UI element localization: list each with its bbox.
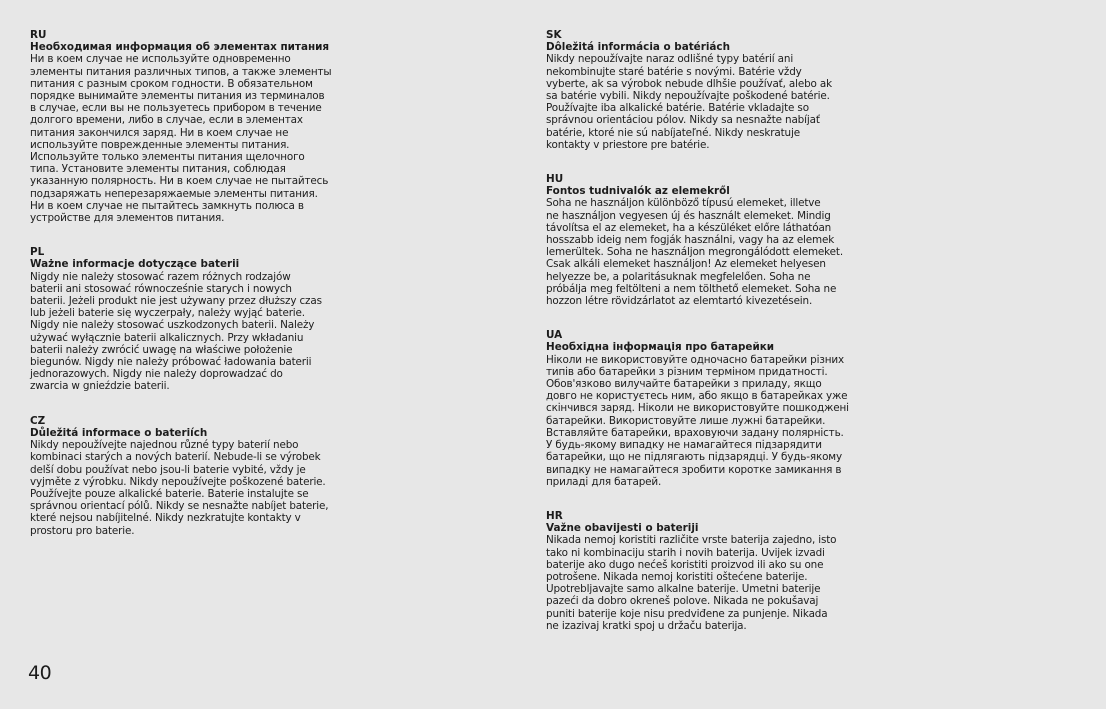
- section-heading: Důležitá informace o bateriích: [30, 426, 208, 439]
- page-number: 40: [28, 662, 52, 684]
- body-line: biegunów. Nigdy nie należy próbować ładowania baterii: [30, 356, 312, 369]
- body-line: используйте поврежденные элементы питания.: [30, 138, 290, 151]
- body-line: Ніколи не використовуйте одночасно батарейки різних: [546, 353, 844, 366]
- section-body: [30, 271, 380, 393]
- body-line: delší dobu používat nebo jsou-li baterie vybité, vždy je: [30, 463, 306, 476]
- body-line: nekombinujte staré batérie s novými. Batérie vždy: [546, 65, 802, 78]
- body-line: питания закончился заряд. Ни в коем случае не: [30, 126, 289, 139]
- body-line: Ни в коем случае не используйте одновременно: [30, 53, 291, 66]
- body-line: батарейки, що не підлягають підзарядці. У будь-якому: [546, 451, 842, 464]
- body-line: baterii ani stosować równocześnie starych i nowych: [30, 282, 292, 295]
- body-line: Soha ne használjon különböző típusú elemeket, illetve: [546, 197, 821, 210]
- body-line: Používejte pouze alkalické baterie. Baterie instalujte se: [30, 487, 309, 500]
- section-heading: Ważne informacje dotyczące baterii: [30, 258, 240, 271]
- body-line: Nigdy nie należy stosować uszkodzonych baterii. Należy: [30, 319, 315, 332]
- section-heading: Važne obavijesti o bateriji: [546, 522, 699, 535]
- body-line: Používajte iba alkalické batérie. Batérie vkladajte so: [546, 102, 809, 115]
- language-code: CZ: [30, 414, 46, 427]
- body-line: kombinaci starých a nových baterií. Nebude-li se výrobek: [30, 451, 321, 464]
- body-line: Nikada nemoj koristiti različite vrste baterija zajedno, isto: [546, 534, 837, 547]
- body-line: pazeći da dobro okreneš polove. Nikada ne pokušavaj: [546, 595, 819, 608]
- body-line: baterije ako dugo nećeš koristiti proizvod ili ako su one: [546, 558, 824, 571]
- language-code: HR: [546, 509, 563, 522]
- body-line: správnou orientáciou pólov. Nikdy sa nesnažte nabíjať: [546, 114, 820, 127]
- body-line: hozzon létre rövidzárlatot az elemtartó kivezetésein.: [546, 295, 813, 308]
- body-line: helyezze be, a polaritásuknak megfelelően. Soha ne: [546, 270, 811, 283]
- body-line: Обов'язково вилучайте батарейки з приладу, якщо: [546, 378, 822, 391]
- section-ua: [546, 329, 891, 488]
- section-sk: [546, 29, 891, 151]
- body-line: Используйте только элементы питания щелочного: [30, 151, 305, 164]
- body-line: У будь-якому випадку не намагайтеся підзарядити: [546, 439, 822, 452]
- body-line: batérie, ktoré nie sú nabíjateľné. Nikdy neskratuje: [546, 126, 800, 139]
- body-line: kontakty v priestore pre batérie.: [546, 138, 710, 151]
- body-line: устройстве для элементов питания.: [30, 212, 225, 225]
- language-code: RU: [30, 29, 47, 41]
- body-line: próbálja meg feltölteni a nem tölthető elemeket. Soha ne: [546, 282, 837, 295]
- body-line: типа. Установите элементы питания, соблюдая: [30, 163, 286, 176]
- language-code: HU: [546, 173, 564, 186]
- section-hr: [546, 510, 891, 632]
- right-column: [546, 29, 891, 654]
- body-line: элементы питания различных типов, а также элементы: [30, 65, 332, 78]
- body-line: долгого времени, либо в случае, если в элементах: [30, 114, 303, 127]
- body-line: vyberte, ak sa výrobok nebude dlhšie používať, alebo ak: [546, 77, 833, 90]
- body-line: Nikdy nepoužívejte najednou různé typy baterií nebo: [30, 439, 299, 452]
- language-code: UA: [546, 329, 563, 342]
- body-line: в случае, если вы не пользуетесь прибором в течение: [30, 102, 322, 115]
- body-line: vyjměte z výrobku. Nikdy nepoužívejte poškozené baterie.: [30, 475, 326, 488]
- body-line: tako ni kombinaciju starih i novih baterija. Uvijek izvadi: [546, 546, 825, 559]
- section-pl: [30, 246, 380, 392]
- body-line: ne izazivaj kratki spoj u držaču baterija.: [546, 619, 747, 632]
- body-line: подзаряжать неперезаряжаемые элементы питания.: [30, 187, 318, 200]
- section-body: [546, 534, 891, 632]
- body-line: lub jeżeli baterie się wyczerpały, należy wyjąć baterie.: [30, 307, 305, 320]
- body-line: puniti baterije koje nisu predviđene za punjenje. Nikada: [546, 607, 828, 620]
- body-line: порядке вынимайте элементы питания из терминалов: [30, 90, 325, 103]
- body-line: jednorazowych. Nigdy nie należy doprowadzać do: [30, 368, 283, 381]
- body-line: hosszabb ideig nem fogják használni, vagy ha az elemek: [546, 234, 835, 247]
- body-line: baterii. Jeżeli produkt nie jest używany przez dłuższy czas: [30, 295, 322, 308]
- section-body: [30, 439, 380, 537]
- body-line: указанную полярность. Ни в коем случае не пытайтесь: [30, 175, 329, 188]
- body-line: távolítsa el az elemeket, ha a készüléket előre láthatóan: [546, 221, 832, 234]
- body-line: lemerültek. Soha ne használjon megrongálódott elemeket.: [546, 246, 843, 259]
- section-heading: Необхідна інформація про батарейки: [546, 341, 775, 354]
- section-body: [30, 53, 380, 224]
- body-line: Csak alkáli elemeket használjon! Az elemeket helyesen: [546, 258, 826, 271]
- body-line: Nikdy nepoužívajte naraz odlišné typy batérií ani: [546, 53, 794, 66]
- section-hu: [546, 173, 891, 307]
- body-line: zwarcia w gnieździe baterii.: [30, 380, 170, 393]
- body-line: Nigdy nie należy stosować razem różnych rodzajów: [30, 270, 291, 283]
- section-body: [546, 53, 891, 151]
- section-heading: Необходимая информация об элементах питания: [30, 41, 330, 54]
- section-ru: [30, 29, 380, 224]
- body-line: випадку не намагайтеся зробити коротке замикання в: [546, 463, 842, 476]
- body-line: скінчився заряд. Ніколи не використовуйте пошкоджені: [546, 402, 849, 415]
- body-line: baterii należy zwrócić uwagę na właściwe położenie: [30, 343, 293, 356]
- body-line: питания с разным сроком годности. В обязательном: [30, 77, 313, 90]
- body-line: potrošene. Nikada nemoj koristiti oštećene baterije.: [546, 570, 808, 583]
- body-line: używać wyłącznie baterii alkalicznych. Przy wkładaniu: [30, 331, 304, 344]
- body-line: správnou orientací pólů. Nikdy se nesnažte nabíjet baterie,: [30, 500, 329, 513]
- body-line: Вставляйте батарейки, враховуючи задану полярність.: [546, 426, 844, 439]
- body-line: ne használjon vegyesen új és használt elemeket. Mindig: [546, 209, 831, 222]
- body-line: prostoru pro baterie.: [30, 524, 135, 537]
- body-line: Ни в коем случае не пытайтесь замкнуть полюса в: [30, 199, 304, 212]
- section-body: [546, 354, 891, 488]
- left-column: [30, 29, 380, 559]
- language-code: SK: [546, 29, 562, 41]
- body-line: довго не користуєтесь ним, або якщо в батарейках уже: [546, 390, 848, 403]
- section-heading: Dôležitá informácia o batériách: [546, 41, 730, 54]
- section-heading: Fontos tudnivalók az elemekről: [546, 185, 730, 198]
- body-line: Upotrebljavajte samo alkalne baterije. Umetni baterije: [546, 583, 821, 596]
- body-line: типів або батарейки з різним терміном придатності.: [546, 365, 828, 378]
- language-code: PL: [30, 246, 45, 259]
- section-cz: [30, 415, 380, 537]
- body-line: батарейки. Використовуйте лише лужні батарейки.: [546, 414, 826, 427]
- body-line: sa batérie vybili. Nikdy nepoužívajte poškodené batérie.: [546, 90, 830, 103]
- body-line: приладі для батарей.: [546, 475, 662, 488]
- body-line: které nejsou nabíjitelné. Nikdy nezkratujte kontakty v: [30, 512, 301, 525]
- section-body: [546, 197, 891, 307]
